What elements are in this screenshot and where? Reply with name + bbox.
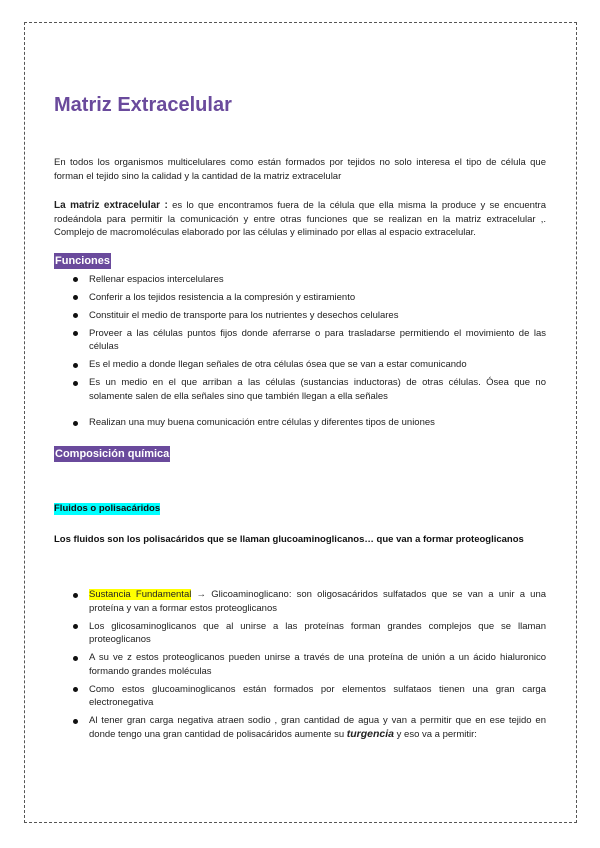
bullet-icon	[73, 624, 78, 629]
bullet-icon	[73, 421, 78, 426]
definition-term: La matriz extracelular :	[54, 200, 168, 211]
list-item: Rellenar espacios intercelulares	[54, 273, 546, 287]
highlight-sustancia-fundamental: Sustancia Fundamental	[89, 589, 192, 600]
funciones-list	[54, 273, 546, 430]
definition-text: es lo que encontramos fuera de la célula que ella misma la produce y se encuentra rodeándola para permitir la comunicación y entre otras funciones que se realizan en la matriz extracelular ,. Complejo de macromoléculas elaborado por las células y eliminado por ellas al espacio extracelular.	[54, 200, 547, 238]
bullet-icon	[73, 295, 78, 300]
bullet-icon	[73, 593, 78, 598]
document-content	[54, 92, 546, 746]
bullet-icon	[73, 719, 78, 724]
document-title: Matriz Extracelular	[54, 94, 232, 116]
bullet-icon	[73, 363, 78, 368]
list-item: Proveer a las células puntos fijos donde aferrarse o para trasladarse permitiendo el movimiento de las células	[54, 327, 546, 354]
list-item: Conferir a los tejidos resistencia a la compresión y estiramiento	[54, 291, 546, 305]
fluidos-summary: Los fluidos son los polisacáridos que se llaman glucoaminoglicanos… que van a formar proteoglicanos	[54, 533, 524, 545]
list-item: Los glicosaminoglicanos que al unirse a las proteínas forman grandes complejos que se llaman proteoglicanos	[54, 620, 546, 647]
bullet-icon	[73, 313, 78, 318]
definition-paragraph	[54, 199, 546, 240]
bullet-icon	[73, 331, 78, 336]
list-item: Constituir el medio de transporte para los nutrientes y desechos celulares	[54, 309, 546, 323]
list-item: Es el medio a donde llegan señales de otra células ósea que se van a estar comunicando	[54, 358, 546, 372]
bullet-icon	[73, 687, 78, 692]
bullet-icon	[73, 277, 78, 282]
term-turgencia: turgencia	[346, 727, 395, 740]
list-item: Es un medio en el que arriban a las células (sustancias inductoras) de otras células. Ósea que no solamente salen de ella señales sino que también llegan a ella señales	[54, 376, 546, 403]
bullet-icon	[73, 381, 78, 386]
list-item: Sustancia Fundamental → Glicoaminoglicano: son oligosacáridos sulfatados que se van a unir a una proteína y van a formar estos proteoglicanos	[54, 588, 546, 615]
list-item: Como estos glucoaminoglicanos están formados por elementos sulfataos tienen una gran carga electronegativa	[54, 683, 546, 710]
intro-paragraph: En todos los organismos multicelulares como están formados por tejidos no solo interesa el tipo de célula que forman el tejido sino la calidad y la cantidad de la matriz extracelular	[54, 157, 546, 182]
heading-funciones: Funciones	[55, 254, 111, 267]
list-item: Realizan una muy buena comunicación entre células y diferentes tipos de uniones	[54, 416, 546, 430]
heading-fluidos: Fluidos o polisacáridos	[54, 502, 161, 514]
composicion-list	[54, 588, 546, 741]
bullet-icon	[73, 656, 78, 661]
heading-composicion-quimica: Composición química	[55, 447, 170, 460]
list-item: Al tener gran carga negativa atraen sodio , gran cantidad de agua y van a permitir que en ese tejido en donde tengo una gran cantidad de polisacáridos aumente su turgencia y eso va a permitir:	[54, 714, 546, 741]
list-item: A su ve z estos proteoglicanos pueden unirse a través de una proteína de unión a un ácido hialuronico formando grandes moléculas	[54, 651, 546, 678]
